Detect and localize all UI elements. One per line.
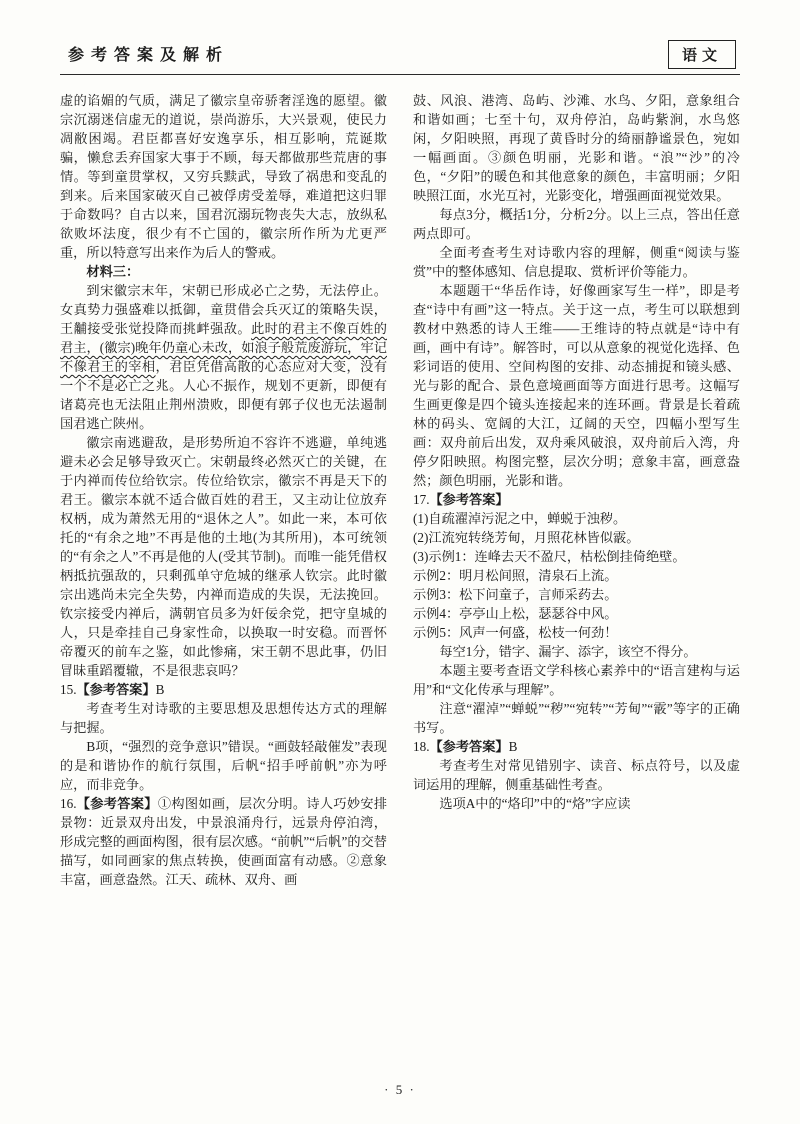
paragraph xyxy=(60,699,387,737)
text-segment: 【参考答案】 xyxy=(76,682,156,697)
text-segment: 示例5：风声一何盛，松枝一何劲！ xyxy=(413,625,618,640)
paragraph xyxy=(413,281,740,490)
paragraph xyxy=(413,794,740,813)
paragraph xyxy=(60,680,387,699)
page-number: · 5 · xyxy=(384,1082,416,1097)
text-segment: 示例3：松下问童子，言师采药去。 xyxy=(413,587,618,602)
text-segment: 此时的君主不像百姓的君主，(徽宗)晚年仍童心未改，如浪子般荒废游玩，牢记不像君王的宰相 xyxy=(60,321,387,374)
right-column xyxy=(413,91,740,1072)
paragraph xyxy=(413,566,740,585)
paragraph xyxy=(60,91,387,262)
text-segment: 徽宗南逃避敌，是形势所迫不容许不逃避，单纯逃避未必会足够导致灭亡。宋朝最终必然灭亡的关键，在于内禅而传位给钦宗。传位给钦宗，徽宗不再是天下的君王。徽宗本就不适合做百姓的君王，又主动让位放弃权柄，成为萧然无用的“退休之人”。如此一来，本可依托的“有余之地”不再是他的土地(为其所用)，本可统领的“有余之人”不再是他的人(受其节制)。而唯一能凭借权柄抵抗强敌的，只剩孤单守危城的继承人钦宗。此时徽宗出逃尚未完全失势，内禅而造成的失误，无法挽回。钦宗接受内禅后，满朝官员多为奸佞余党，把守皇城的人，只是牵挂自己身家性命，以换取一时安稳。而晋怀帝覆灭的前车之鉴，如此惨痛，宋王朝不思此事，仍旧冒昧重蹈覆辙，不是很悲哀吗？ xyxy=(60,435,387,678)
text-segment: 到宋徽宗末年，宋朝已形成必亡之势，无法停止。女真势力强盛难以抵御，童贯借会兵灭辽的策略失误，王黼接受张觉投降而挑衅强敌。 xyxy=(60,283,387,336)
page-title: 参考答案及解析 xyxy=(68,47,230,64)
paragraph xyxy=(413,585,740,604)
paragraph xyxy=(413,509,740,528)
text-segment: 每空1分，错字、漏字、添字，该空不得分。 xyxy=(439,644,697,659)
text-segment: 全面考查考生对诗歌内容的理解，侧重“阅读与鉴赏”中的整体感知、信息提取、赏析评价等能力。 xyxy=(413,245,740,279)
paragraph xyxy=(413,490,740,509)
text-segment: 【参考答案】 xyxy=(429,492,509,507)
text-segment: 鼓、风浪、港湾、岛屿、沙滩、水鸟、夕阳，意象组合和谐如画；七至十句，双舟停泊，岛屿紫涧，水鸟悠闲，夕阳映照，再现了黄昏时分的绮丽静谧景色，宛如一幅画面。③颜色明丽，光影和谐。“浪”“沙”的冷色，“夕阳”的暖色和其他意象的颜色，丰富明丽；夕阳映照江面，水光互衬，光影变化，增强画面视觉效果。 xyxy=(413,93,740,203)
paragraph xyxy=(413,205,740,243)
page-header xyxy=(60,40,740,75)
paragraph xyxy=(413,243,740,281)
paragraph xyxy=(413,91,740,205)
text-segment: 材料三： xyxy=(86,264,140,279)
paragraph xyxy=(413,737,740,756)
text-segment: 选项A中的“烙印”中的“烙”字应读 xyxy=(439,796,631,811)
text-segment: ①构图如画，层次分明。诗人巧妙安排景物：近景双舟出发，中景浪涌舟行，远景舟停泊湾，形成完整的画面构图，很有层次感。“前帆”“后帆”的交替描写，如同画家的焦点转换，使画面富有动感。②意象丰富，画意盎然。江天、疏林、双舟、画 xyxy=(60,796,388,887)
paragraph xyxy=(60,281,387,433)
text-segment: B项，“强烈的竞争意识”错误。“画鼓轻敲催发”表现的是和谐协作的航行氛围，后帆“招手呼前帆”亦为呼应，而非竞争。 xyxy=(60,739,387,792)
text-segment: ，君臣凭借高散的心态应对大变，没有一个不是必亡之兆。人心不振作，规划不更新，即便有诸葛亮也无法阻止荆州溃败，即便有郭子仪也无法遏制国君逃亡陕州。 xyxy=(60,359,388,431)
text-segment: (1)自疏濯淖污泥之中，蝉蜕于浊秽。 xyxy=(413,511,627,526)
paragraph xyxy=(60,794,387,889)
left-column xyxy=(60,91,387,1072)
text-segment: (2)江流宛转绕芳甸，月照花林皆似霰。 xyxy=(413,530,640,545)
text-segment: 【参考答案】 xyxy=(76,796,158,811)
paragraph xyxy=(413,699,740,737)
text-segment: 每点3分，概括1分，分析2分。以上三点，答出任意两点即可。 xyxy=(413,207,740,241)
paragraph xyxy=(60,262,387,281)
paragraph xyxy=(60,433,387,680)
text-segment: 本题主要考查语文学科核心素养中的“语言建构与运用”和“文化传承与理解”。 xyxy=(413,663,740,697)
paragraph xyxy=(413,642,740,661)
text-segment: B xyxy=(155,682,165,697)
paragraph xyxy=(413,528,740,547)
text-segment: 注意“濯淖”“蝉蜕”“秽”“宛转”“芳甸”“霰”等字的正确书写。 xyxy=(413,701,740,735)
paragraph xyxy=(413,604,740,623)
text-segment: 15. xyxy=(60,682,77,697)
text-segment: 【参考答案】 xyxy=(429,739,509,754)
text-segment: 虚的谄媚的气质，满足了徽宗皇帝骄奢淫逸的愿望。徽宗沉溺迷信虚无的道说，崇尚游乐，大兴景观，使民力凋敝困竭。君臣都喜好安逸享乐，相互影响，荒诞欺骗，懒怠丢弃国家大事于不顾，每天都做那些荒唐的事情。等到童贯掌权，又穷兵黩武，导致了祸患和变乱的到来。后来国家破灭自己被俘虏受羞辱，难道把这归罪于命数吗？自古以来，国君沉溺玩物丧失大志，放纵私欲败坏法度，很少有不亡国的，徽宗所作所为尤更严重，所以特意写出来作为后人的警戒。 xyxy=(60,93,387,260)
text-segment: 17. xyxy=(413,492,430,507)
text-segment: 考查考生对诗歌的主要思想及思想传达方式的理解与把握。 xyxy=(60,701,387,735)
text-segment: 考查考生对常见错别字、读音、标点符号，以及虚词运用的理解，侧重基础性考查。 xyxy=(413,758,740,792)
text-segment: (3)示例1：连峰去天不盈尺，枯松倒挂倚绝壁。 xyxy=(413,549,686,564)
text-segment: 示例2：明月松间照，清泉石上流。 xyxy=(413,568,618,583)
subject-badge: 语文 xyxy=(668,40,736,69)
text-segment: B xyxy=(508,739,518,754)
text-segment: 16. xyxy=(60,796,77,811)
paragraph xyxy=(413,661,740,699)
paragraph xyxy=(413,623,740,642)
text-segment: 示例4：亭亭山上松，瑟瑟谷中风。 xyxy=(413,606,618,621)
document-body xyxy=(60,91,740,1072)
paragraph xyxy=(60,737,387,794)
text-segment: 本题题干“华岳作诗，好像画家写生一样”，即是考查“诗中有画”这一特点。关于这一点，考生可以联想到教材中熟悉的诗人王维——王维诗的特点就是“诗中有画，画中有诗”。解答时，可以从意象的视觉化选择、色彩词语的使用、空间构图的安排、动态捕捉和镜头感、光与影的配合、景色意境画面等方面进行思考。这幅写生画更像是四个镜头连接起来的连环画。背景是长着疏林的码头、宽阔的大江，辽阔的天空，四幅小型写生画：双舟前后出发，双舟乘风破浪，双舟前后入湾，舟停夕阳映照。构图完整，层次分明；意象丰富，画意盎然；颜色明丽，光影和谐。 xyxy=(413,283,740,488)
paragraph xyxy=(413,756,740,794)
paragraph xyxy=(413,547,740,566)
text-segment: 18. xyxy=(413,739,430,754)
